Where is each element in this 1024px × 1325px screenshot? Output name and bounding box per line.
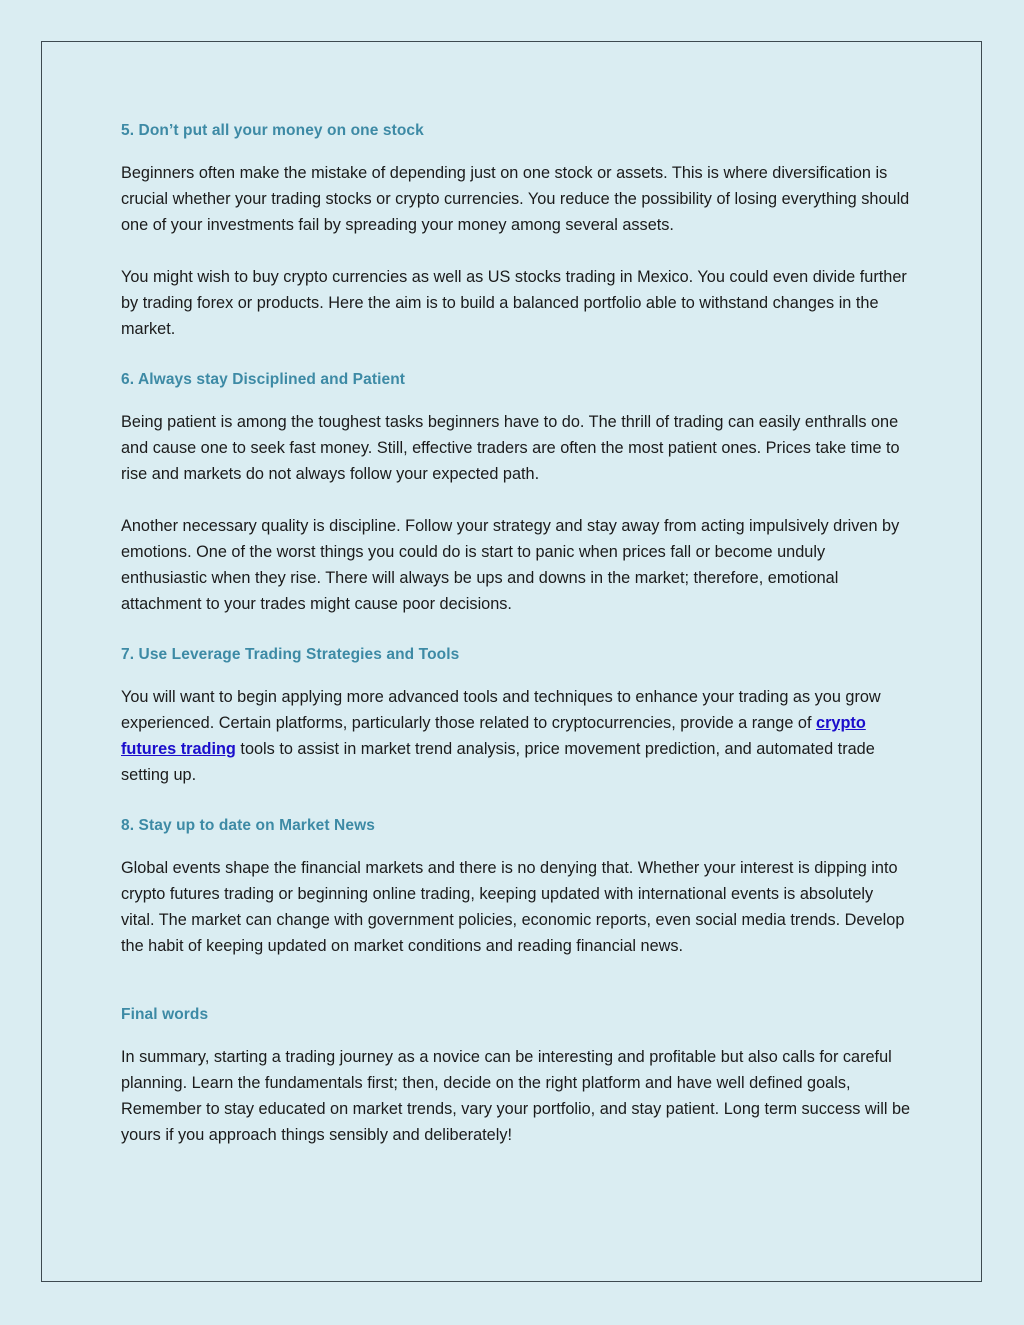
section-heading-diversification: 5. Don’t put all your money on one stock	[121, 122, 424, 139]
document-content	[121, 118, 911, 1148]
paragraph-text-before-link: You will want to begin applying more advanced tools and techniques to enhance your trading as you grow experienced. Certain platforms, particularly those related to cryptocurrencies, provide a range of	[121, 688, 881, 732]
paragraph: In summary, starting a trading journey as a novice can be interesting and profitable but also calls for careful planning. Learn the fundamentals first; then, decide on the right platform and have well defined goals, Remember to stay educated on market trends, vary your portfolio, and stay patient. Long term success will be yours if you approach things sensibly and deliberately!	[121, 1048, 911, 1144]
paragraph: You might wish to buy crypto currencies as well as US stocks trading in Mexico. You could even divide further by trading forex or products. Here the aim is to build a balanced portfolio able to withstand changes in the market.	[121, 268, 907, 338]
paragraph: Beginners often make the mistake of depending just on one stock or assets. This is where diversification is crucial whether your trading stocks or crypto currencies. You reduce the possibility of losing everything should one of your investments fail by spreading your money among several assets.	[121, 164, 910, 234]
crypto-futures-trading-link[interactable]: crypto futures trading	[121, 714, 866, 758]
paragraph: Global events shape the financial markets and there is no denying that. Whether your interest is dipping into crypto futures trading or beginning online trading, keeping updated with international events is absolutely vital. The market can change with government policies, economic reports, even social media trends. Develop the habit of keeping updated on market conditions and reading financial news.	[121, 859, 905, 955]
paragraph: Another necessary quality is discipline. Follow your strategy and stay away from acting impulsively driven by emotions. One of the worst things you could do is start to panic when prices fall or become unduly enthusiastic when they rise. There will always be ups and downs in the market; therefore, emotional attachment to your trades might cause poor decisions.	[121, 517, 900, 613]
paragraph-text-after-link: tools to assist in market trend analysis, price movement prediction, and automated trade setting up.	[121, 740, 875, 784]
paragraph: Being patient is among the toughest tasks beginners have to do. The thrill of trading can easily enthralls one and cause one to seek fast money. Still, effective traders are often the most patient ones. Prices take time to rise and markets do not always follow your expected path.	[121, 413, 900, 483]
paragraph-with-link	[121, 684, 911, 788]
section-heading-discipline: 6. Always stay Disciplined and Patient	[121, 371, 406, 388]
section-heading-final-words: Final words	[121, 1006, 209, 1023]
section-heading-leverage: 7. Use Leverage Trading Strategies and Tools	[121, 646, 460, 663]
section-heading-market-news: 8. Stay up to date on Market News	[121, 817, 375, 834]
